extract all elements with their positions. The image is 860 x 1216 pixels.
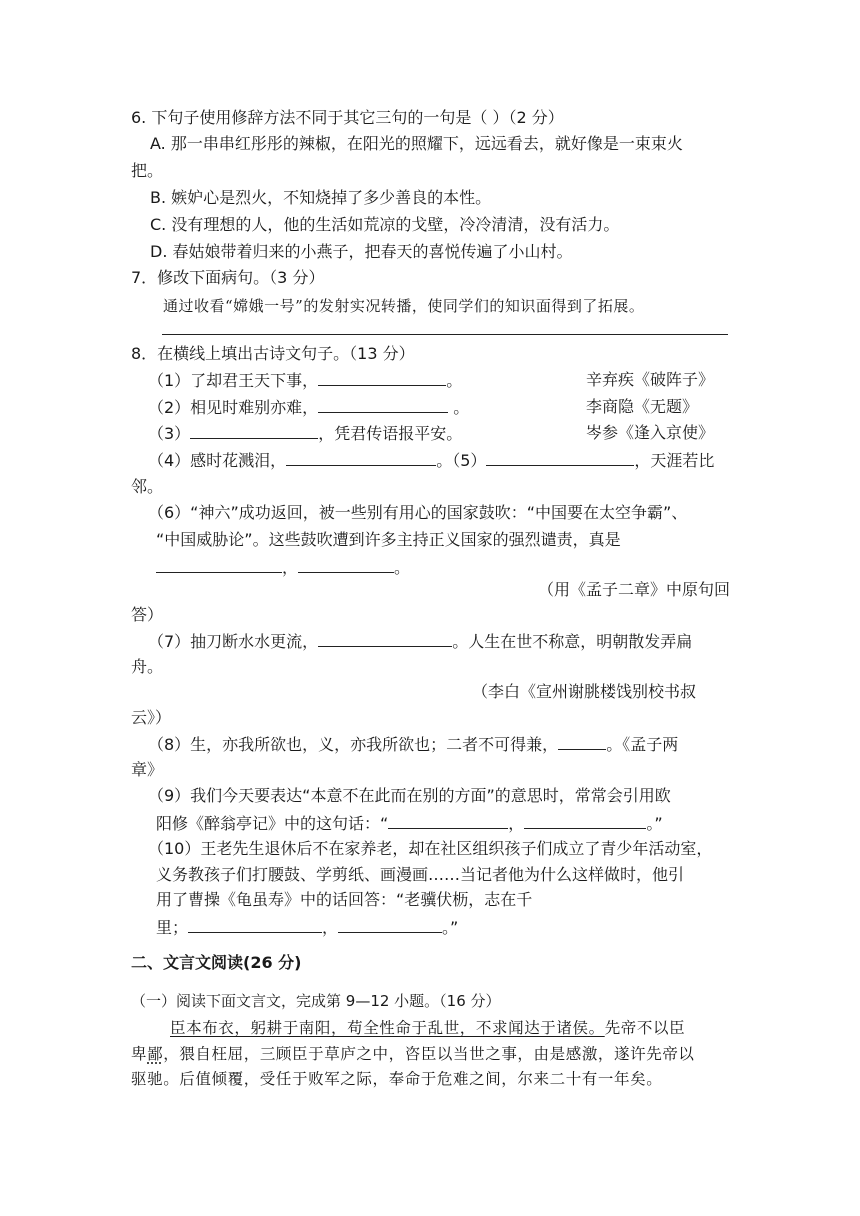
q8-item-4-5	[148, 449, 714, 472]
q8-item-10-line2: 义务教孩子们打腰鼓、学剪纸、画漫画……当记者他为什么这样做时，他引	[156, 865, 685, 884]
q6-option-a: A. 那一串串红彤彤的辣椒，在阳光的照耀下，远远看去，就好像是一束束火	[150, 134, 683, 153]
q8-item-7	[148, 630, 692, 653]
q8-item-5-text: ，天涯若比	[634, 451, 715, 470]
classical-text-line2	[131, 1043, 695, 1065]
q8-item-6-blank-1[interactable]	[156, 556, 282, 573]
q8-item-7-blank[interactable]	[318, 630, 452, 647]
q6-option-a-wrap: 把。	[131, 161, 164, 180]
q8-item-6-note: （用《孟子二章》中原句回	[538, 580, 731, 599]
q8-item-1-blank[interactable]	[318, 369, 446, 386]
q8-item-10-end: 。”	[442, 918, 459, 937]
q8-item-9-comma: ，	[508, 814, 525, 833]
q6-stem: 6. 下句子使用修辞方法不同于其它三句的一句是（ ）（2 分）	[131, 108, 564, 127]
q8-item-8-rest: 。《孟子两	[606, 735, 679, 754]
q8-item-10-blank-1[interactable]	[188, 916, 322, 933]
q8-item-9-line2	[156, 812, 663, 835]
q8-item-6-blank-2[interactable]	[298, 556, 394, 573]
classical-text-line1-rest: 先帝不以臣	[604, 1019, 686, 1037]
q8-item-2-end: 。	[448, 398, 470, 417]
q8-item-10-text: 里；	[156, 918, 189, 937]
q8-item-8-wrap: 章》	[131, 760, 164, 779]
classical-char-bei: 卑	[131, 1045, 148, 1063]
q8-item-7-rest: 。人生在世不称意，明朝散发弄扁	[452, 632, 693, 651]
q8-item-9-end: 。”	[646, 814, 663, 833]
q8-item-7-source-wrap: 云》）	[131, 708, 172, 727]
q8-item-5-blank[interactable]	[486, 449, 634, 466]
q8-item-4-text: （4）感时花溅泪，	[148, 451, 287, 470]
q8-item-5-label: 。（5）	[436, 451, 487, 470]
q8-item-7-source: （李白《宣州谢朓楼饯别校书叔	[472, 682, 697, 701]
q8-item-3-text: ，凭君传语报平安。	[318, 424, 463, 443]
q8-item-1-source: 辛弃疾《破阵子》	[586, 370, 715, 389]
q8-item-3-label: （3）	[148, 424, 191, 443]
q8-item-9-line1: （9）我们今天要表达“本意不在此而在别的方面”的意思时，常常会引用欧	[148, 786, 671, 805]
q8-item-2-text: （2）相见时难别亦难，	[148, 398, 319, 417]
classical-text-line3: 驱驰。后值倾覆，受任于败军之际，奉命于危难之间，尔来二十有一年矣。	[131, 1070, 663, 1088]
q7-answer-line	[162, 334, 728, 335]
q8-item-10-line3: 用了曹操《龟虽寿》中的话回答：“老骥伏枥，志在千	[156, 890, 533, 909]
q6-option-d: D. 春姑娘带着归来的小燕子，把春天的喜悦传遍了小山村。	[150, 242, 573, 261]
q7-sentence: 通过收看“嫦娥一号”的发射实况转播，使同学们的知识面得到了拓展。	[163, 297, 645, 315]
q8-item-6-line2: “中国威胁论”。这些鼓吹遭到许多主持正义国家的强烈谴责，真是	[156, 530, 621, 549]
underlined-sentence: 臣本布衣，躬耕于南阳，苟全性命于乱世，不求闻达于诸侯。	[170, 1019, 605, 1037]
q8-item-4-blank[interactable]	[286, 449, 436, 466]
q6-option-b: B. 嫉妒心是烈火，不知烧掉了多少善良的本性。	[150, 188, 492, 207]
q8-item-2-source: 李商隐《无题》	[586, 397, 699, 416]
q8-item-6-comma: ，	[282, 558, 299, 577]
q8-item-9-blank-1[interactable]	[388, 812, 508, 829]
q8-item-2	[148, 396, 469, 419]
q7-stem: 7．修改下面病句。（3 分）	[131, 268, 325, 287]
q8-item-10-blank-2[interactable]	[338, 916, 442, 933]
q8-item-1	[148, 369, 462, 392]
marked-char-bi: 鄙	[147, 1045, 164, 1063]
q8-item-1-end: 。	[446, 371, 463, 390]
q8-item-3-blank[interactable]	[190, 422, 318, 439]
classical-text-line2-rest: ，猥自枉屈，三顾臣于草庐之中，咨臣以当世之事，由是感激，遂许先帝以	[163, 1045, 695, 1063]
q6-option-c: C. 没有理想的人，他的生活如荒凉的戈壁，冷冷清清，没有活力。	[150, 215, 620, 234]
q8-item-3-source: 岑参《逢入京使》	[586, 423, 715, 442]
q8-item-10-line4	[156, 916, 458, 939]
q8-item-2-blank[interactable]	[318, 396, 448, 413]
q8-stem: 8．在横线上填出古诗文句子。（13 分）	[131, 344, 415, 363]
q8-item-7-text: （7）抽刀断水水更流，	[148, 632, 319, 651]
q8-item-6-note-wrap: 答）	[131, 605, 164, 624]
q8-item-9-blank-2[interactable]	[524, 812, 646, 829]
q8-item-10-line1: （10）王老先生退休后不在家养老，却在社区组织孩子们成立了青少年活动室，	[148, 839, 713, 858]
section-2-subtitle: （一）阅读下面文言文，完成第 9—12 小题。（16 分）	[131, 992, 501, 1010]
q8-item-6-line1: （6）“神六”成功返回，被一些别有用心的国家鼓吹：“中国要在太空争霸”、	[148, 503, 688, 522]
q8-item-3	[148, 422, 462, 445]
q8-item-8-text: （8）生，亦我所欲也，义，亦我所欲也；二者不可得兼，	[148, 735, 559, 754]
q8-item-5-wrap: 邻。	[131, 477, 164, 496]
section-2-title: 二、文言文阅读(26 分)	[131, 953, 302, 972]
q8-item-6-line3	[156, 556, 410, 579]
q8-item-1-text: （1）了却君王天下事，	[148, 371, 319, 390]
q8-item-8	[148, 733, 678, 756]
q8-item-7-wrap: 舟。	[131, 657, 164, 676]
q8-item-9-text: 阳修《醉翁亭记》中的这句话：“	[156, 814, 389, 833]
q8-item-8-blank[interactable]	[558, 733, 606, 750]
classical-text-line1	[170, 1017, 685, 1039]
q8-item-6-end: 。	[394, 558, 411, 577]
q8-item-10-comma: ，	[322, 918, 339, 937]
